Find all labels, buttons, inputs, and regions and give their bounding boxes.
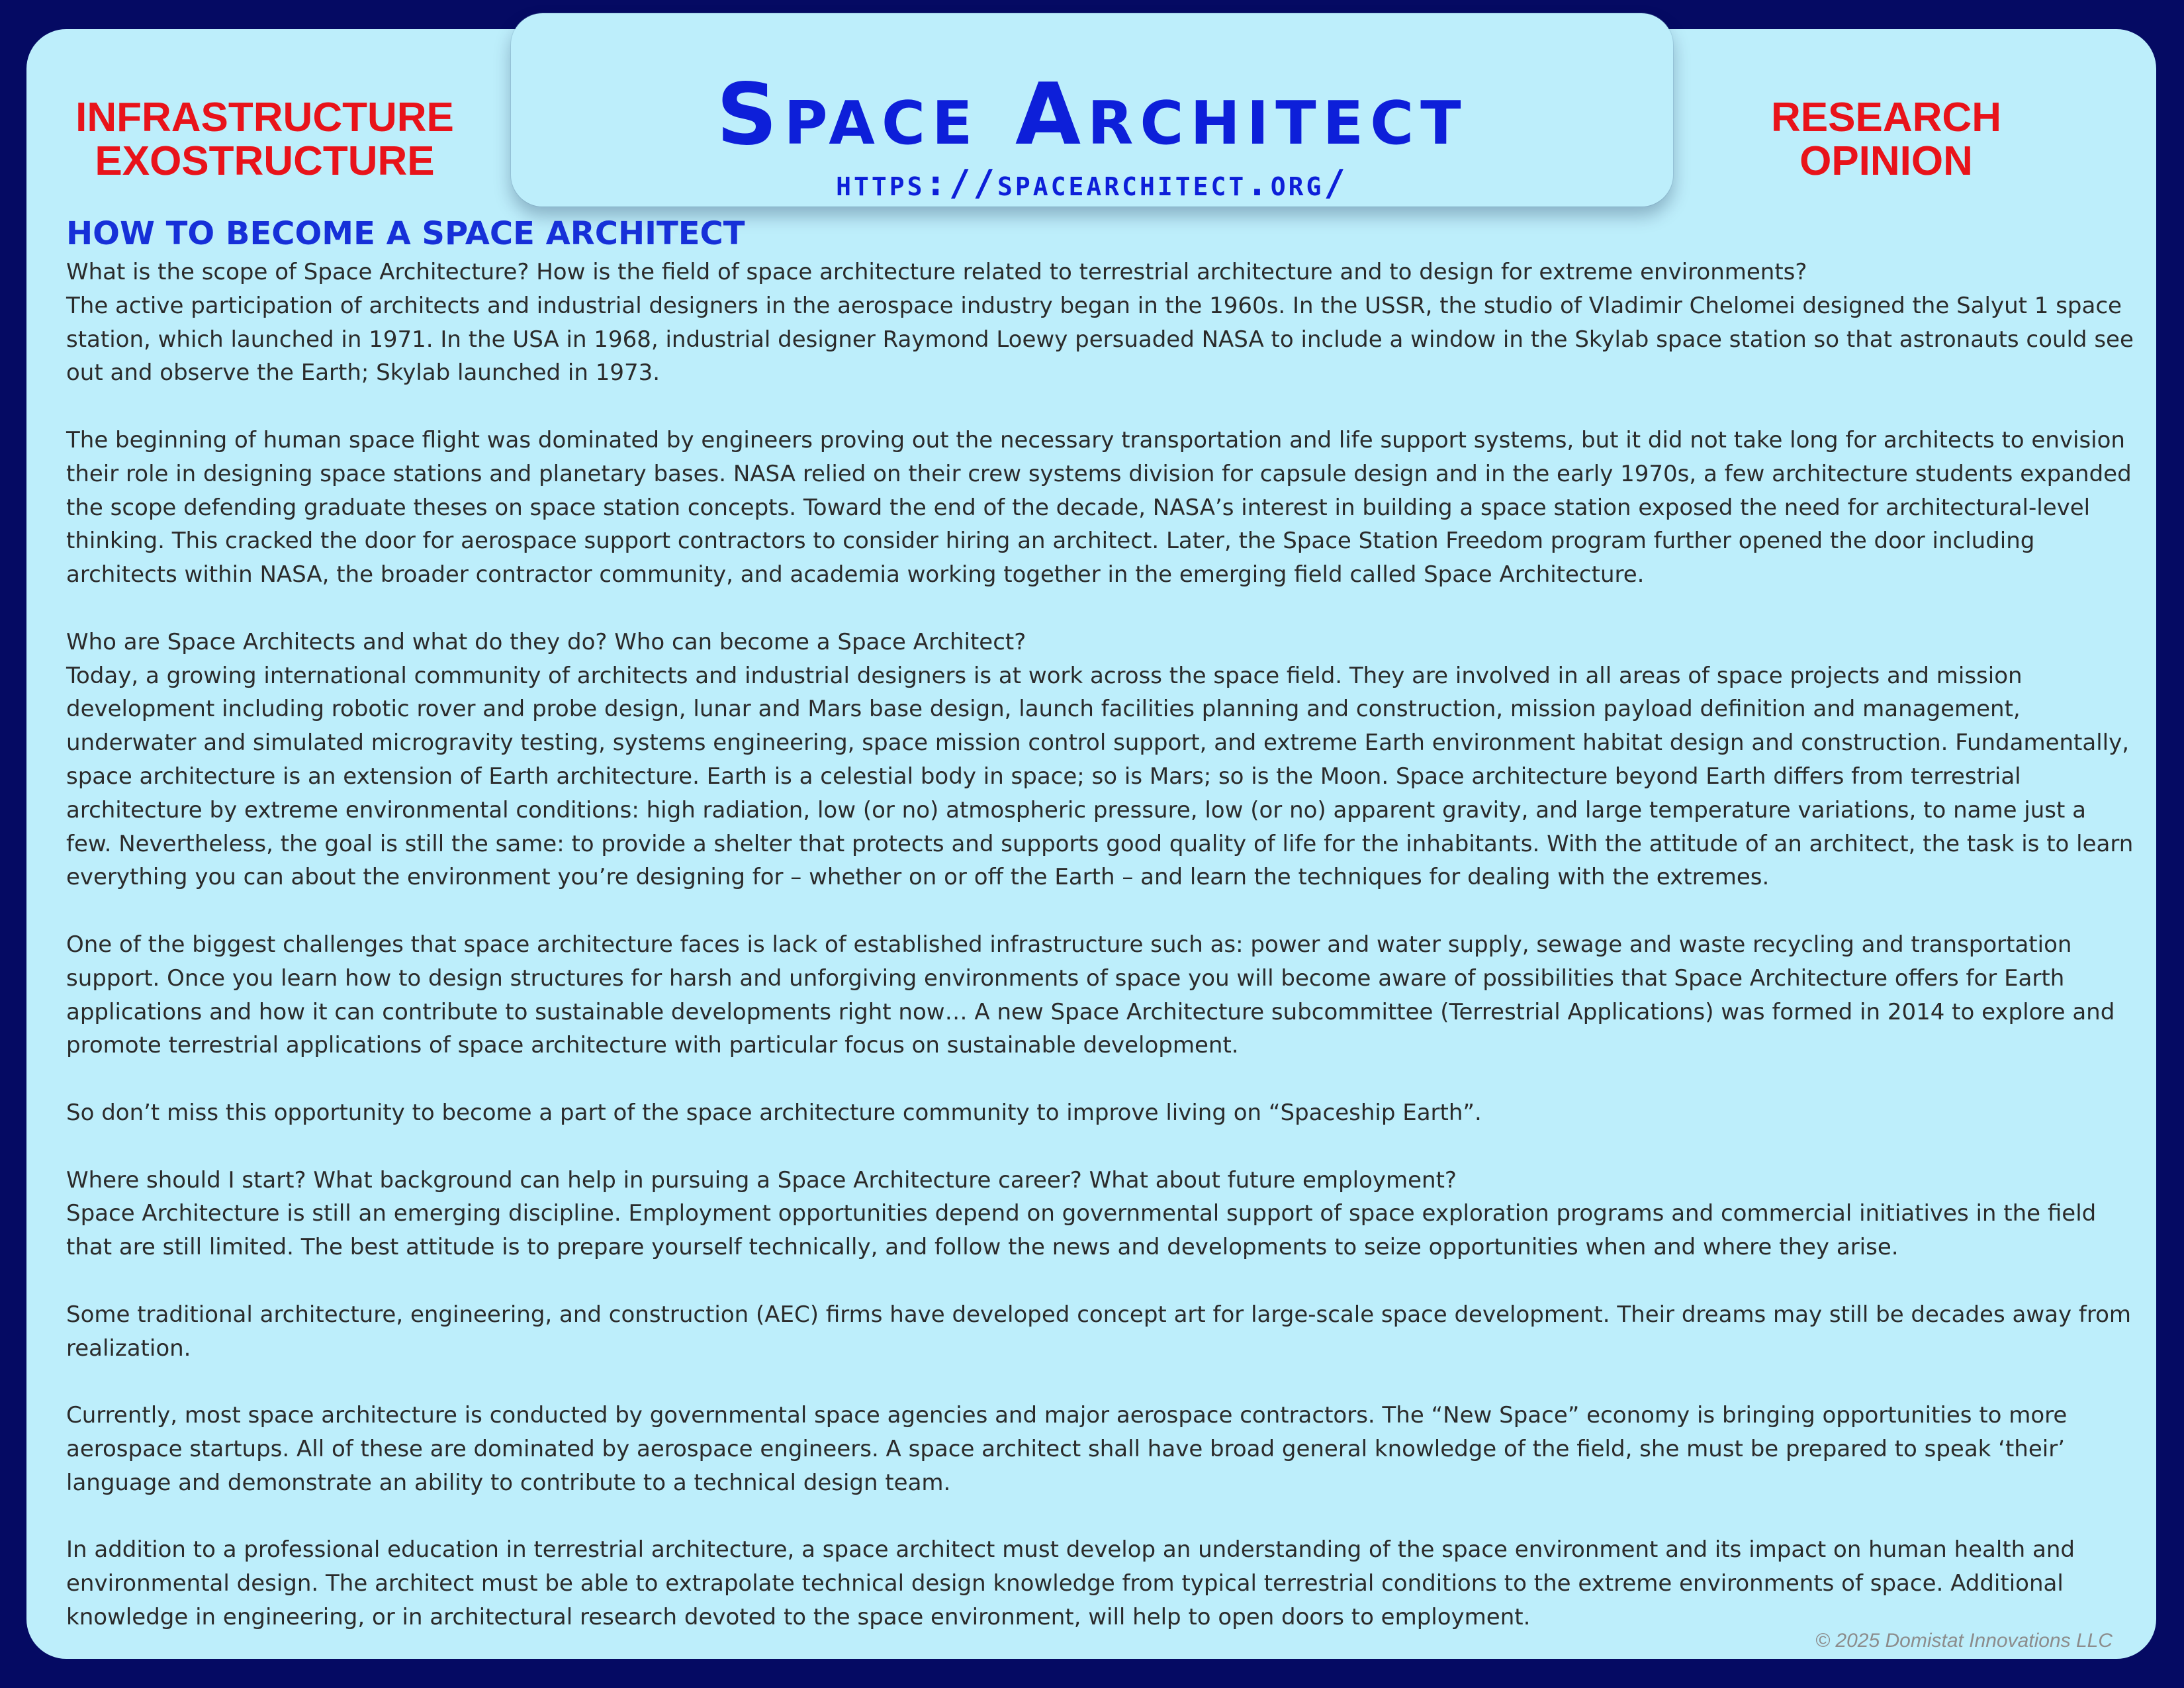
article xyxy=(66,213,2138,1634)
article-paragraph: Currently, most space architecture is conducted by governmental space agencies and major aerospace contractors. The “New Space” economy is bringing opportunities to more aerospace startups. All of these are dominated by aerospace engineers. A space architect shall have broad general knowledge of the field, she must be prepared to speak ‘their’ language and demonstrate an ability to contribute to a technical design team. xyxy=(66,1402,2068,1496)
label-exostructure: EXOSTRUCTURE xyxy=(95,138,435,184)
label-infrastructure: INFRASTRUCTURE xyxy=(75,95,454,140)
paragraph-spacer xyxy=(66,1062,2138,1096)
paragraph-spacer xyxy=(66,592,2138,626)
article-paragraph: Today, a growing international community of architects and industrial designers is at work across the space field. They are involved in all areas of space projects and mission development including robotic rover and probe design, lunar and Mars base design, launch facilities planning and construction, mission payload definition and management, underwater and simulated microgravity testing, systems engineering, space mission control support, and extreme Earth environment habitat design and construction. Fundamentally, space architecture is an extension of Earth architecture. Earth is a celestial body in space; so is Mars; so is the Moon. Space architecture beyond Earth differs from terrestrial architecture by extreme environmental conditions: high radiation, low (or no) atmospheric pressure, low (or no) apparent gravity, and large temperature variations, to name just a few. Nevertheless, the goal is still the same: to provide a shelter that protects and supports good quality of life for the inhabitants. With the attitude of an architect, the task is to learn everything you can about the environment you’re designing for – whether on or off the Earth – and learn the techniques for dealing with the extremes. xyxy=(66,662,2134,891)
label-research: RESEARCH xyxy=(1771,95,2001,140)
site-url[interactable]: https://spacearchitect.org/ xyxy=(836,162,1348,204)
article-paragraph: So don’t miss this opportunity to become a part of the space architecture community to improve living on “Spaceship Earth”. xyxy=(66,1099,1482,1126)
article-paragraph: The active participation of architects and industrial designers in the aerospace industry began in the 1960s. In the USSR, the studio of Vladimir Chelomei designed the Salyut 1 space station, which launched in 1971. In the USA in 1968, industrial designer Raymond Loewy persuaded NASA to include a window in the Skylab space station so that astronauts could see out and observe the Earth; Skylab launched in 1973. xyxy=(66,292,2134,387)
section-label-left[interactable] xyxy=(53,96,477,183)
copyright-notice: © 2025 Domistat Innovations LLC xyxy=(1815,1630,2113,1652)
article-paragraph: The beginning of human space flight was dominated by engineers proving out the necessary transportation and life support systems, but it did not take long for architects to envision their role in designing space stations and planetary bases. NASA relied on their crew systems division for capsule design and in the early 1970s, a few architecture students expanded the scope defending graduate theses on space station concepts. Toward the end of the decade, NASA’s interest in building a space station exposed the need for architectural-level thinking. This cracked the door for aerospace support contractors to consider hiring an architect. Later, the Space Station Freedom program further opened the door including architects within NASA, the broader contractor community, and academia working together in the emerging field called Space Architecture. xyxy=(66,426,2132,588)
section-label-right[interactable] xyxy=(1694,96,2078,183)
paragraph-spacer xyxy=(66,1499,2138,1533)
article-paragraph: In addition to a professional education in terrestrial architecture, a space architect must develop an understanding of the space environment and its impact on human health and environmental design. The architect must be able to extrapolate technical design knowledge from typical terrestrial conditions to the extreme environments of space. Additional knowledge in engineering, or in architectural research devoted to the space environment, will help to open doors to employment. xyxy=(66,1536,2075,1630)
paragraph-spacer xyxy=(66,894,2138,928)
label-opinion: OPINION xyxy=(1799,138,1973,184)
site-title: Space Architect xyxy=(716,66,1468,164)
article-paragraph: Space Architecture is still an emerging discipline. Employment opportunities depend on governmental support of space exploration programs and commercial initiatives in the field that are still limited. The best attitude is to prepare yourself technically, and follow the news and developments to seize opportunities when and where they arise. xyxy=(66,1200,2097,1261)
article-heading: HOW TO BECOME A SPACE ARCHITECT xyxy=(66,215,745,252)
article-body xyxy=(66,256,2138,1634)
paragraph-spacer xyxy=(66,1130,2138,1164)
article-paragraph: Some traditional architecture, engineering, and construction (AEC) firms have developed concept art for large-scale space development. Their dreams may still be decades away from realization. xyxy=(66,1301,2132,1362)
article-paragraph: Who are Space Architects and what do they do? Who can become a Space Architect? xyxy=(66,628,1026,655)
paragraph-spacer xyxy=(66,390,2138,424)
article-paragraph: One of the biggest challenges that space architecture faces is lack of established infrastructure such as: power and water supply, sewage and waste recycling and transportation support. Once you learn how to design structures for harsh and unforgiving environments of space you will become aware of possibilities that Space Architecture offers for Earth applications and how it can contribute to sustainable developments right now… A new Space Architecture subcommittee (Terrestrial Applications) was formed in 2014 to explore and promote terrestrial applications of space architecture with particular focus on sustainable development. xyxy=(66,931,2115,1059)
paragraph-spacer xyxy=(66,1365,2138,1399)
article-paragraph: What is the scope of Space Architecture? How is the field of space architecture related to terrestrial architecture and to design for extreme environments? xyxy=(66,259,1807,285)
article-paragraph: Where should I start? What background can help in pursuing a Space Architecture career? What about future employment? xyxy=(66,1166,1457,1194)
paragraph-spacer xyxy=(66,1264,2138,1298)
